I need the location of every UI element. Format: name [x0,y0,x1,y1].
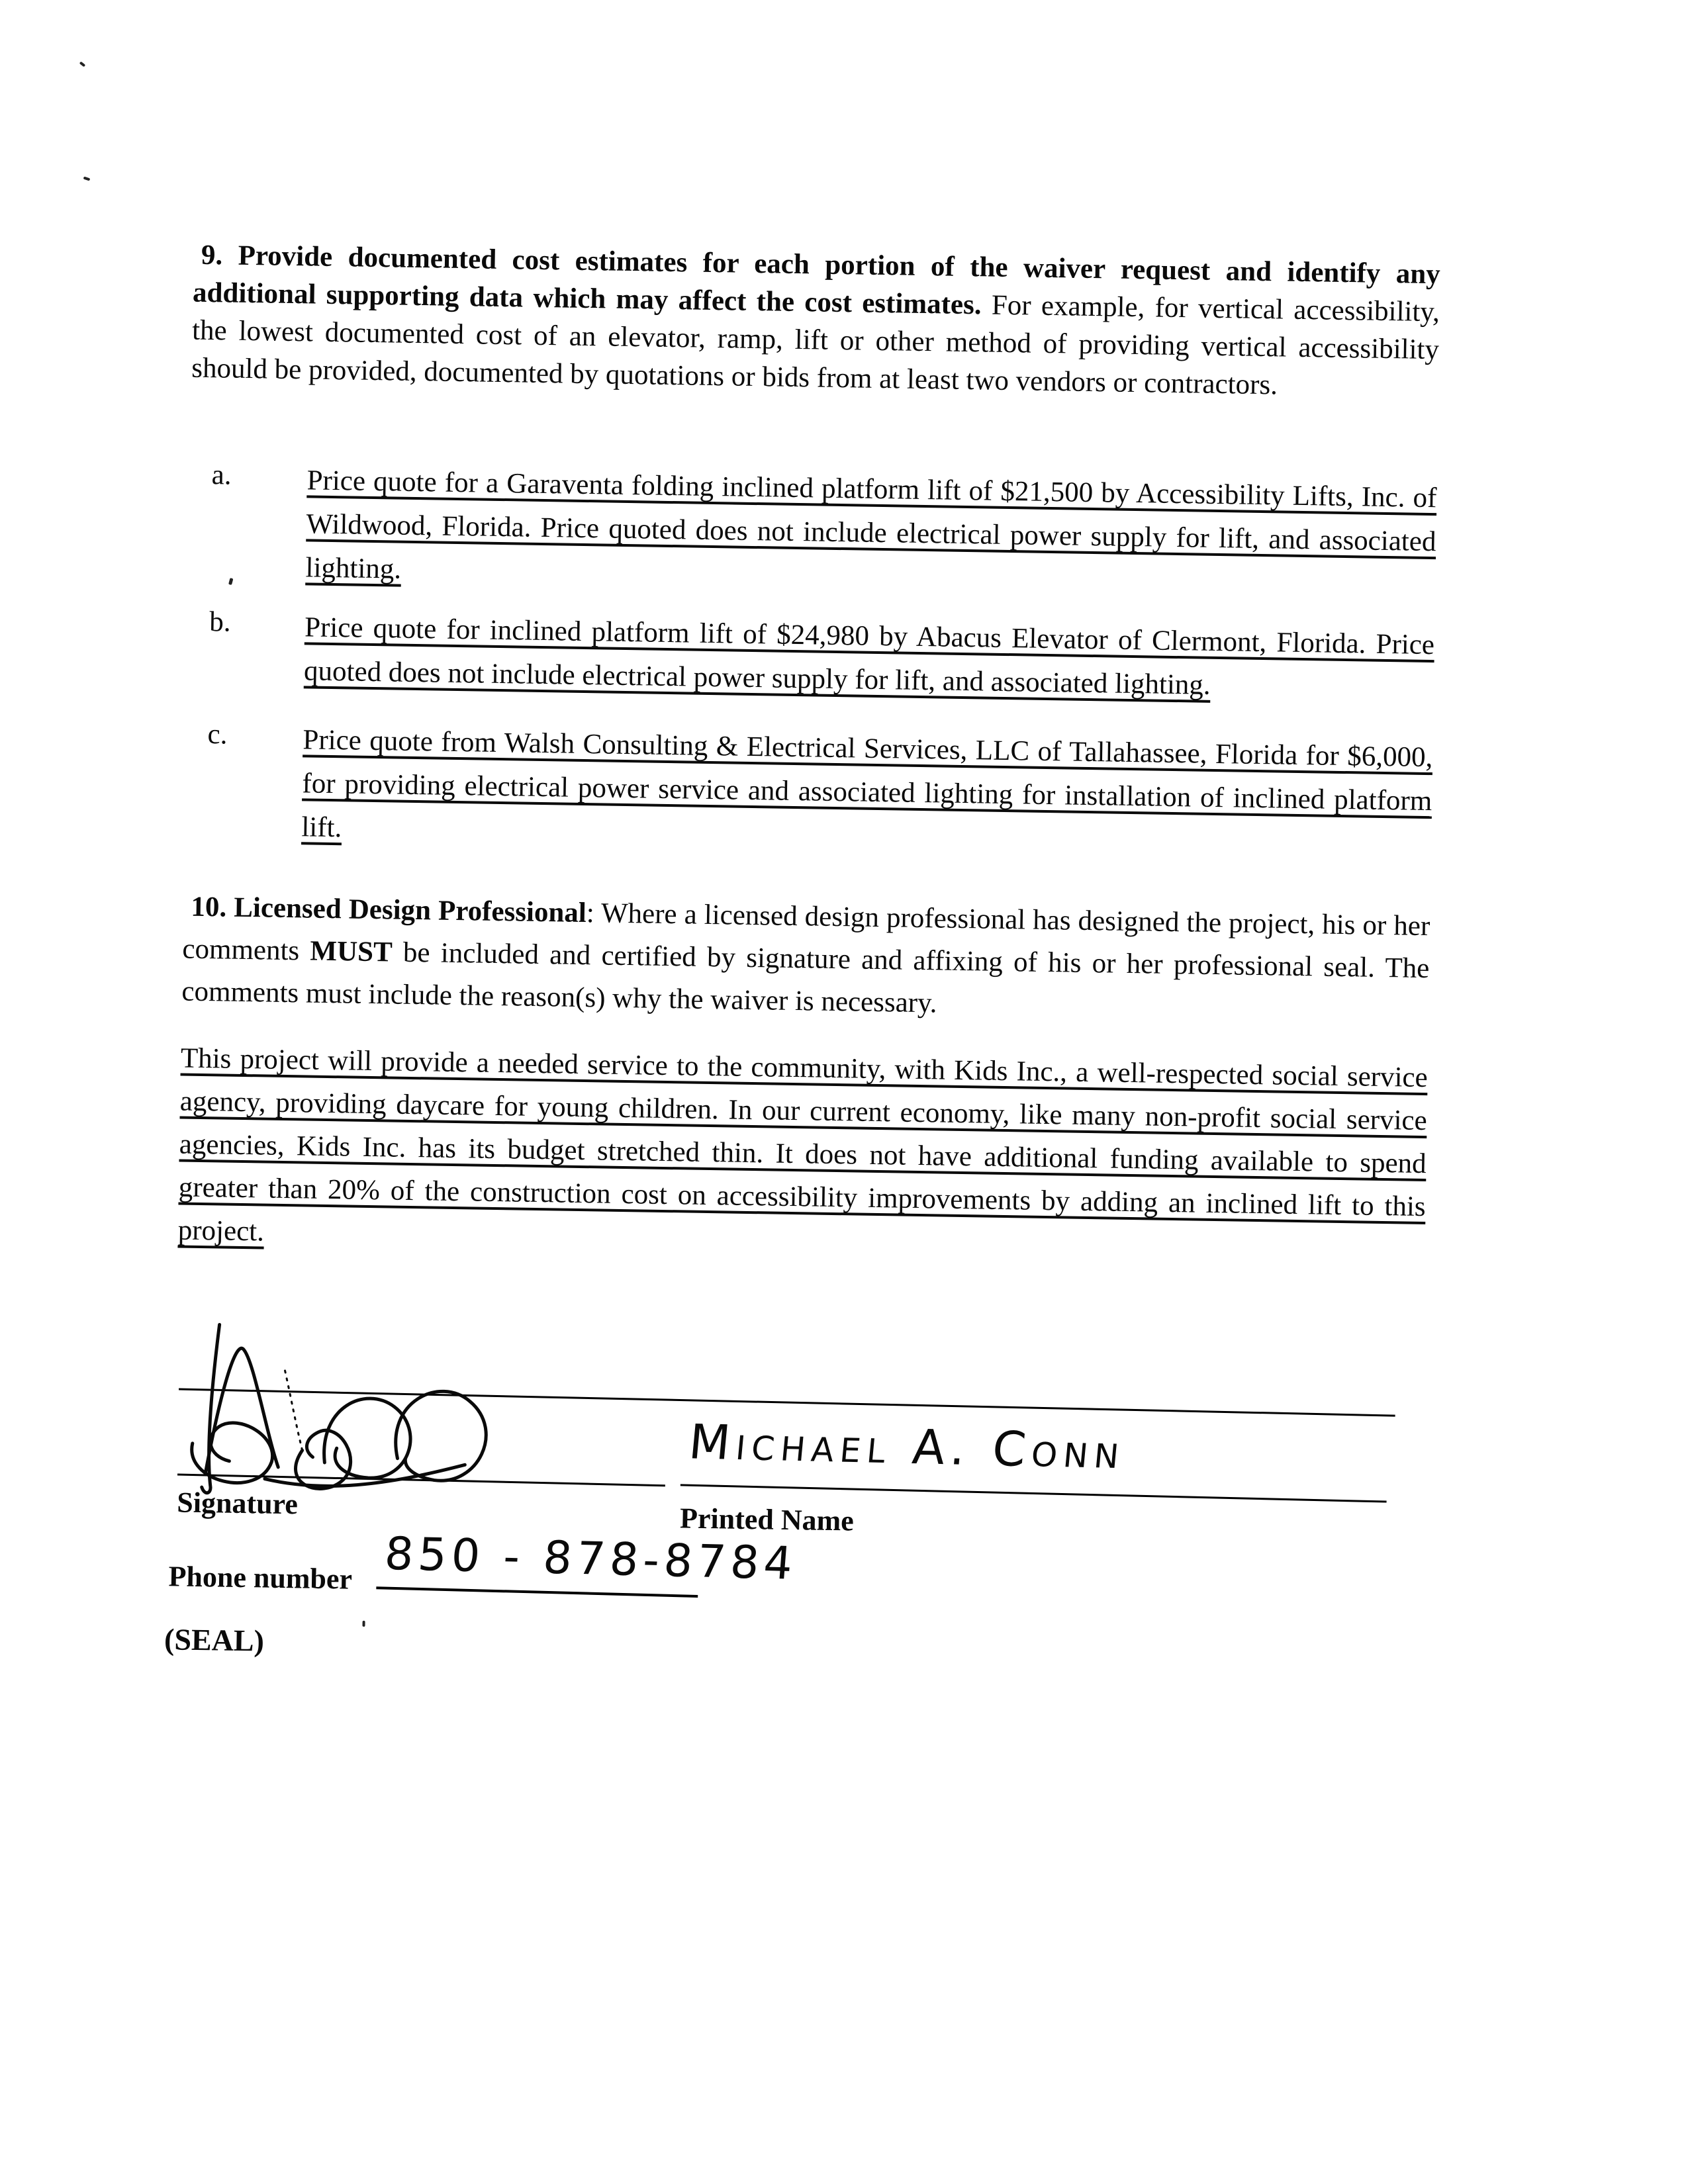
quote-item-c-text: Price quote from Walsh Consulting & Electrical Services, LLC of Tallahassee, Florida for $6,000, for providing electrical power service and associated lighting for installation of inclined platform lift. [301,724,1433,844]
scan-speck [362,1621,365,1627]
printed-name-label: Printed Name [679,1502,855,1537]
design-professional-statement: This project will provide a needed service to the community, with Kids Inc., a well-respected social service agency, providing daycare for young children. In our current economy, like many non-profit social service agencies, Kids Inc. has its budget stretched thin. It does not have additional funding available to spend greater than 20% of the construction cost on accessibility improvements by adding an inclined lift to this project. [177,1042,1429,1248]
quote-item-a-label: a. [211,459,232,491]
quote-item-b-label: b. [209,606,231,638]
signature-label: Signature [176,1486,299,1521]
item-10-must-text: MUST [310,935,393,968]
item-10-number: 10. [191,891,234,923]
printed-name-line [680,1484,1387,1502]
phone-number-label: Phone number [168,1560,353,1596]
quote-item-b-text: Price quote for inclined platform lift of $24,980 by Abacus Elevator of Clermont, Florida. Price quoted does not include electrical power supply for lift, and associated lighting. [303,612,1435,701]
item-10-bold-text: Licensed Design Professional [233,891,587,929]
quote-item-c [184,717,1433,868]
item-9-body-text: For example, for vertical accessibility, the lowest documented cost of an elevator, ramp, lift or other method of providing vertical accessibility should be provided, documented by quotations or bids from at least two vendors or contractors. [191,289,1440,401]
phone-number-line [376,1586,698,1598]
quote-item-c-label: c. [207,719,228,751]
quote-item-a-text: Price quote for a Garaventa folding inclined platform lift of $21,500 by Accessibility Lifts, Inc. of Wildwood, Florida. Price quoted does not include electrical power supply for lift, and associated lighting. [305,465,1437,585]
item-10-body-text: : Where a licensed design professional has designed the project, his or her comments [182,897,1430,967]
item-10-paragraph [181,886,1430,1033]
quote-item-a [188,457,1437,608]
item-9-bold-text: Provide documented cost estimates for each portion of the waiver request and identify any additional supporting data which may affect the cost estimates. [192,240,1441,321]
seal-label: (SEAL) [164,1622,265,1658]
signature-scribble [165,1318,631,1511]
printed-name-handwriting: Michael A. Conn [686,1414,1128,1480]
item-10-body-text-2: be included and certified by signature and affixing of his or her professional seal. The comments must include the reason(s) why the waiver is necessary. [181,936,1430,1019]
item-9-paragraph [191,236,1440,407]
phone-number-handwriting: 850 - 878-8784 [383,1527,799,1590]
item-9-number: 9. [201,239,239,271]
quote-item-b [187,604,1435,711]
